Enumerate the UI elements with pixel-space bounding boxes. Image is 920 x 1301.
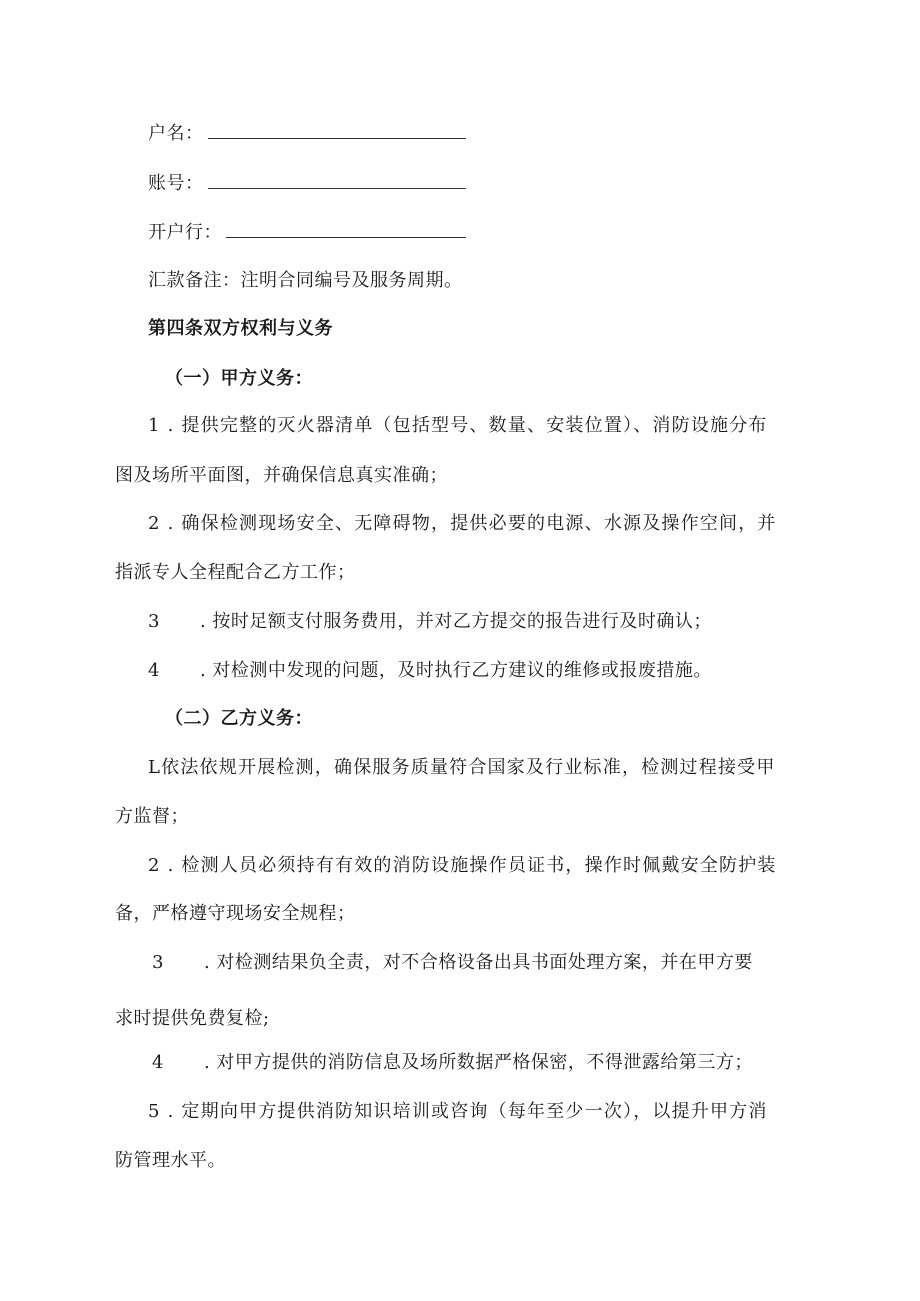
party-a-item4-text: . 对检测中发现的问题，及时执行乙方建议的维修或报废措施。 <box>199 660 712 681</box>
bank-label: 开户行： <box>148 222 222 243</box>
party-a-item1-line1: 1 . 提供完整的灭火器清单（包括型号、数量、安装位置）、消防设施分布 <box>148 415 768 436</box>
party-b-item3-number: 3 <box>152 952 164 973</box>
account-number-label: 账号： <box>148 173 204 194</box>
account-name-row <box>148 120 848 147</box>
party-b-item3 <box>152 950 852 976</box>
bank-blank <box>226 219 466 238</box>
party-a-item3-text: . 按时足额支付服务费用，并对乙方提交的报告进行及时确认； <box>199 611 712 632</box>
party-b-item5-line1: 5 . 定期向甲方提供消防知识培训或咨询（每年至少一次），以提升甲方消 <box>148 1101 768 1122</box>
party-a-item4-number: 4 <box>148 660 160 681</box>
party-b-item1-line2: 方监督； <box>115 806 189 827</box>
party-b-item1-line1: L依法依规开展检测，确保服务质量符合国家及行业标准，检测过程接受甲 <box>148 757 776 778</box>
remittance-remark: 汇款备注：注明合同编号及服务周期。 <box>148 270 463 291</box>
party-a-item2-line1: 2 . 确保检测现场安全、无障碍物，提供必要的电源、水源及操作空间，并 <box>148 513 777 534</box>
account-name-label: 户名： <box>148 123 204 144</box>
account-number-row <box>148 170 848 197</box>
bank-row <box>148 219 848 246</box>
party-b-item4-number: 4 <box>152 1052 164 1073</box>
account-name-blank <box>208 120 466 139</box>
party-a-item3 <box>148 609 848 635</box>
party-a-item2-line2: 指派专人全程配合乙方工作； <box>115 562 356 583</box>
party-b-heading: （二）乙方义务： <box>165 708 313 729</box>
party-a-item4 <box>148 658 848 684</box>
account-number-blank <box>208 170 466 189</box>
party-b-item4 <box>152 1050 852 1076</box>
party-a-item1-line2: 图及场所平面图，并确保信息真实准确； <box>115 465 448 486</box>
party-b-item2-line1: 2 . 检测人员必须持有有效的消防设施操作员证书，操作时佩戴安全防护装 <box>148 855 777 876</box>
party-b-item5-line2: 防管理水平。 <box>115 1150 226 1171</box>
article-title: 第四条双方权利与义务 <box>148 318 333 339</box>
party-b-item2-line2: 备，严格遵守现场安全规程； <box>115 903 356 924</box>
party-a-item3-number: 3 <box>148 611 160 632</box>
party-a-heading: （一）甲方义务： <box>165 368 313 389</box>
party-b-item3-line2: 求时提供免费复检; <box>115 1008 270 1029</box>
party-b-item4-text: . 对甲方提供的消防信息及场所数据严格保密，不得泄露给第三方； <box>203 1052 753 1073</box>
party-b-item3-text: . 对检测结果负全责，对不合格设备出具书面处理方案，并在甲方要 <box>203 952 753 973</box>
